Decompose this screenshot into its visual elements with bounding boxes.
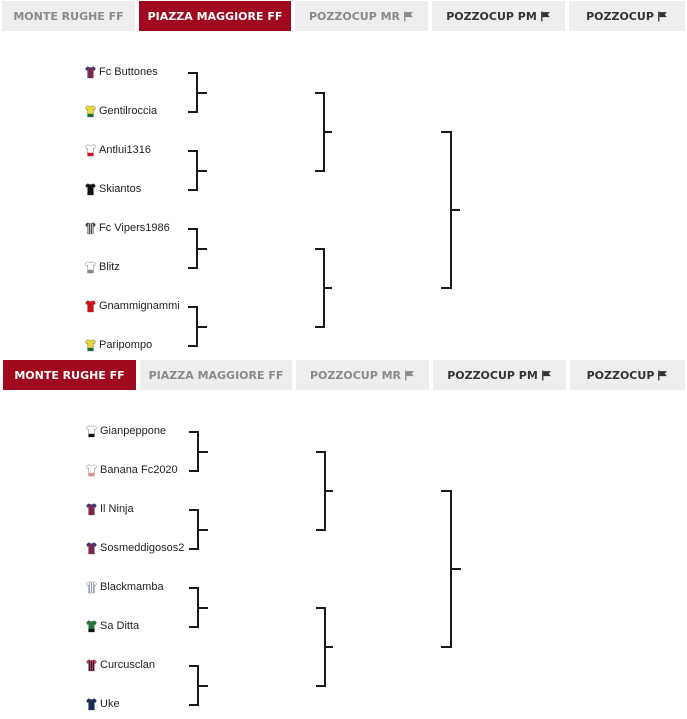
bracket-line [188, 189, 196, 191]
team-name: Sosmeddigosos2 [100, 542, 185, 554]
bracket-line [324, 646, 333, 648]
tab-label: POZZOCUP MR [308, 9, 401, 23]
jersey-icon [86, 425, 97, 438]
bracket-line [189, 470, 197, 472]
team-entry[interactable] [85, 103, 157, 119]
team-name: Antlui1316 [99, 144, 151, 156]
team-name: Curcusclan [100, 659, 156, 671]
team-entry[interactable] [85, 220, 170, 236]
jersey-icon [86, 464, 97, 477]
bracket-line [324, 490, 333, 492]
bracket-line [323, 287, 332, 289]
bracket-line [197, 685, 208, 687]
bracket-line [450, 568, 461, 570]
bracket-line [316, 451, 324, 453]
team-entry[interactable] [85, 298, 180, 314]
tab-label: POZZOCUP PM [447, 368, 538, 382]
bracket-line [188, 111, 196, 113]
team-entry[interactable] [86, 696, 120, 712]
jersey-icon [86, 581, 97, 594]
bracket-tree [0, 359, 687, 718]
team-name: Blitz [99, 261, 120, 273]
bracket-line [189, 587, 197, 589]
team-name: Sa Ditta [100, 620, 140, 632]
jersey-icon [86, 698, 97, 711]
jersey-icon [86, 620, 97, 633]
tab-label: PIAZZA MAGGIORE FF [148, 368, 284, 382]
team-entry[interactable] [85, 64, 158, 80]
bracket-line [197, 529, 208, 531]
bracket-line [450, 209, 460, 211]
jersey-icon [85, 222, 96, 235]
bracket-line [196, 248, 207, 250]
team-entry[interactable] [86, 579, 164, 595]
team-name: Skiantos [99, 183, 142, 195]
bracket-line [441, 490, 450, 492]
bracket-line [315, 326, 323, 328]
tab-label: MONTE RUGHE FF [13, 9, 124, 23]
team-entry[interactable] [86, 657, 155, 673]
jersey-icon [85, 66, 96, 79]
jersey-icon [85, 300, 96, 313]
team-name: Paripompo [99, 339, 153, 351]
jersey-icon [86, 659, 97, 672]
bracket-line [441, 131, 450, 133]
bracket-line [189, 626, 197, 628]
jersey-icon [85, 261, 96, 274]
bracket-line [188, 228, 196, 230]
bracket-line [189, 665, 197, 667]
tab-label: POZZOCUP [586, 9, 654, 23]
team-entry[interactable] [86, 540, 184, 556]
bracket-panel-2 [0, 359, 687, 719]
bracket-line [188, 267, 196, 269]
tab-label: MONTE RUGHE FF [14, 368, 125, 382]
bracket-tree [0, 0, 687, 359]
team-entry[interactable] [85, 259, 120, 275]
tab-label: POZZOCUP PM [446, 9, 537, 23]
team-entry[interactable] [86, 501, 134, 517]
jersey-icon [85, 144, 96, 157]
team-name: Banana Fc2020 [100, 464, 178, 476]
team-name: Uke [100, 698, 120, 710]
bracket-line [196, 92, 207, 94]
team-entry[interactable] [86, 618, 139, 634]
jersey-icon [86, 503, 97, 516]
team-name: Fc Buttones [99, 66, 158, 78]
bracket-line [196, 326, 207, 328]
bracket-line [316, 685, 324, 687]
team-name: Gnammignammi [99, 300, 180, 312]
team-entry[interactable] [85, 142, 151, 158]
bracket-line [323, 131, 332, 133]
bracket-line [196, 170, 207, 172]
bracket-line [441, 646, 450, 648]
bracket-line [188, 306, 196, 308]
bracket-line [441, 287, 450, 289]
jersey-icon [86, 542, 97, 555]
team-name: Blackmamba [100, 581, 164, 593]
bracket-line [188, 150, 196, 152]
bracket-line [189, 509, 197, 511]
bracket-line [189, 431, 197, 433]
bracket-line [315, 92, 323, 94]
bracket-line [197, 451, 208, 453]
bracket-line [316, 529, 324, 531]
bracket-line [315, 170, 323, 172]
bracket-line [189, 704, 197, 706]
jersey-icon [85, 105, 96, 118]
team-name: Fc Vipers1986 [99, 222, 170, 234]
team-entry[interactable] [85, 181, 141, 197]
team-entry[interactable] [86, 423, 166, 439]
tab-label: PIAZZA MAGGIORE FF [147, 9, 283, 23]
jersey-icon [85, 339, 96, 352]
team-name: Il Ninja [100, 503, 134, 515]
bracket-line [188, 345, 196, 347]
tab-label: POZZOCUP MR [309, 368, 402, 382]
jersey-icon [85, 183, 96, 196]
bracket-line [188, 72, 196, 74]
bracket-line [315, 248, 323, 250]
team-name: Gianpeppone [100, 425, 167, 437]
team-entry[interactable] [86, 462, 178, 478]
tab-label: POZZOCUP [586, 368, 655, 382]
team-entry[interactable] [85, 337, 152, 353]
team-name: Gentilroccia [99, 105, 158, 117]
bracket-line [189, 548, 197, 550]
bracket-line [316, 607, 324, 609]
bracket-panel-1 [0, 0, 687, 359]
bracket-line [197, 607, 208, 609]
